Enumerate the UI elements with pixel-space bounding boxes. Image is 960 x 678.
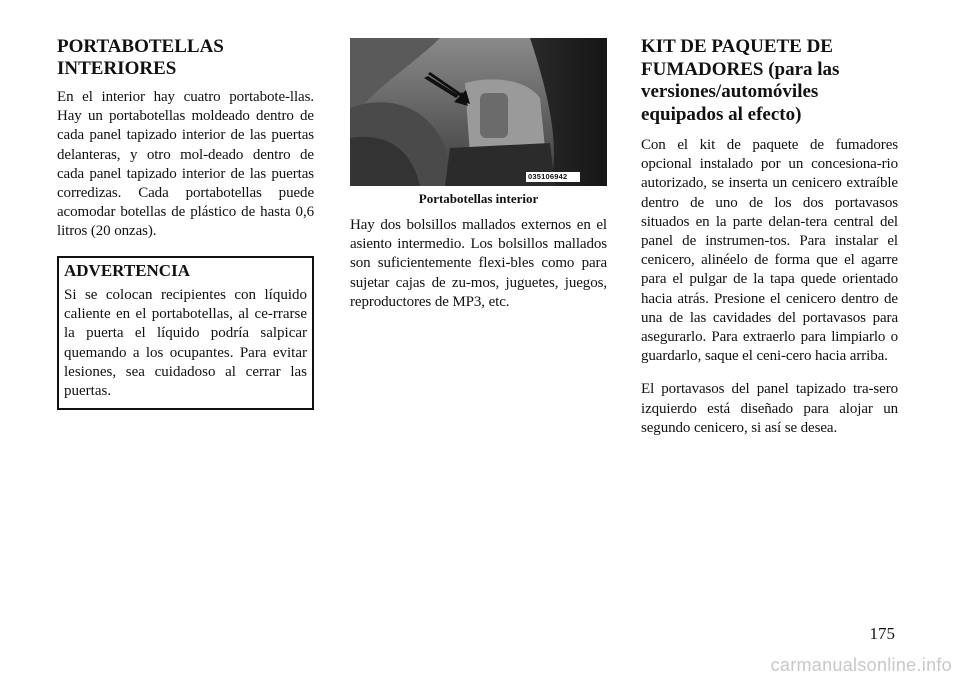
- photo-code: 035106942: [528, 172, 568, 181]
- bottle-holder-photo: [350, 38, 607, 186]
- smokers-kit-paragraph-2: El portavasos del panel tapizado tra-sero izquierdo está diseñado para alojar un segundo cenicero, si así se desea.: [641, 381, 898, 436]
- photo-illustration: [350, 38, 607, 186]
- warning-text: Si se colocan recipientes con líquido caliente en el portabotellas, al ce-rrarse la puerta el líquido podría salpicar quemando a los ocupantes. Para evitar lesiones, sea cuidadoso al cerrar las puertas.: [64, 286, 307, 400]
- right-column: [641, 36, 898, 452]
- page-number: 175: [869, 624, 895, 643]
- left-column: [57, 36, 314, 410]
- middle-column: [350, 38, 607, 326]
- section-heading-smokers-kit: KIT DE PAQUETE DE FUMADORES (para las versiones/automóviles equipados al efecto): [641, 36, 840, 125]
- warning-box: [57, 256, 314, 411]
- section-heading-bottle-holders: PORTABOTELLAS INTERIORES: [57, 36, 224, 79]
- mesh-pockets-paragraph: Hay dos bolsillos mallados externos en el asiento intermedio. Los bolsillos mallados son suficientemente flexi-bles como para sujetar cajas de zu-mos, juguetes, juegos, reproductores de MP3, etc.: [350, 217, 607, 310]
- bottle-holders-paragraph: En el interior hay cuatro portabote-llas. Hay un portabotellas moldeado dentro de cada panel tapizado interior de las puertas delanteras, y otro mol-deado dentro de cada panel tapizado interior de las puertas corredizas. Cada portabotellas puede acomodar botellas de plástico de hasta 0,6 litros (20 onzas).: [57, 89, 314, 240]
- photo-caption: Portabotellas interior: [418, 191, 539, 206]
- warning-title: ADVERTENCIA: [64, 260, 190, 280]
- smokers-kit-paragraph-1: Con el kit de paquete de fumadores opcional instalado por un concesiona-rio autorizado, se inserta un cenicero extraíble dentro de uno de los dos portavasos situados en la parte delan-tera central del panel de instrumen-tos. Para instalar el cenicero, alinéelo de forma que el agarre para el pulgar de la tapa quede orientado hacia atrás. Presione el cenicero dentro de una de las cavidades del portavasos para asegurarlo. Para extraerlo para limpiarlo o guardarlo, saque el ceni-cero hacia arriba.: [641, 137, 898, 365]
- watermark: carmanualsonline.info: [770, 655, 952, 675]
